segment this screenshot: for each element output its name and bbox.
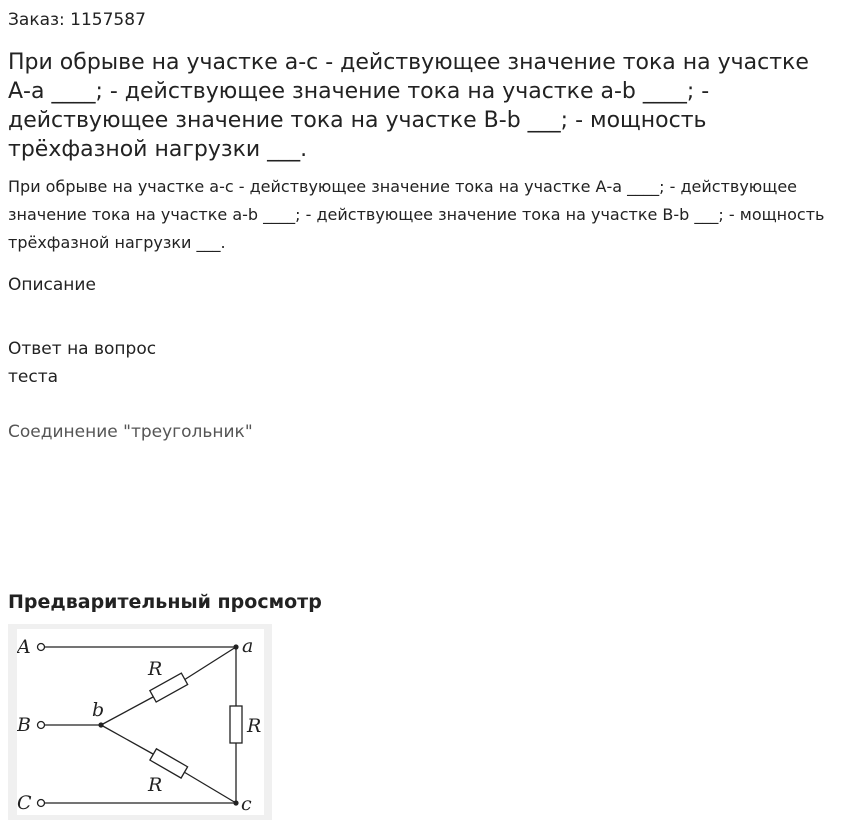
preview-title: Предварительный просмотр — [8, 591, 322, 613]
circuit-diagram — [17, 629, 264, 815]
label-resistor-ac: R — [247, 715, 262, 737]
preview-image — [8, 624, 272, 820]
answer-label: Ответ на вопрос теста — [8, 339, 157, 387]
node-b-dot — [98, 722, 103, 727]
resistor-ac — [230, 706, 242, 743]
wire-b-a-1 — [101, 697, 153, 725]
wire-b-a-2 — [184, 647, 236, 680]
terminal-A-icon — [38, 644, 45, 651]
node-c-dot — [233, 800, 238, 805]
description-label: Описание — [8, 275, 96, 295]
label-resistor-bc: R — [148, 774, 163, 796]
label-resistor-ab: R — [148, 658, 163, 680]
preview-image-inner — [17, 629, 264, 815]
label-b: b — [92, 699, 105, 721]
order-number: Заказ: 1157587 — [8, 10, 146, 30]
terminal-C-icon — [38, 800, 45, 807]
label-C: C — [17, 792, 32, 814]
label-B: B — [17, 714, 31, 736]
wire-b-c-1 — [101, 725, 153, 754]
node-a-dot — [233, 644, 238, 649]
label-A: A — [17, 636, 31, 658]
question-title: При обрыве на участке а-с - действующее значение тока на участке А-а ____; - действующее значение тока на участке а-b ____; - действующее значение тока на участке B-b ___; - мощность трёхфазной нагрузки ___. — [8, 50, 809, 162]
wire-b-c-2 — [184, 772, 236, 803]
terminal-B-icon — [38, 722, 45, 729]
answer-value: Соединение "треугольник" — [8, 422, 253, 442]
label-c: c — [241, 793, 252, 815]
question-text: При обрыве на участке а-с - действующее значение тока на участке А-а ____; - действующее значение тока на участке а-b ____; - действующее значение тока на участке B-b ___; - мощность трёхфазной нагрузки ___. — [8, 177, 825, 252]
label-a: a — [242, 635, 254, 657]
